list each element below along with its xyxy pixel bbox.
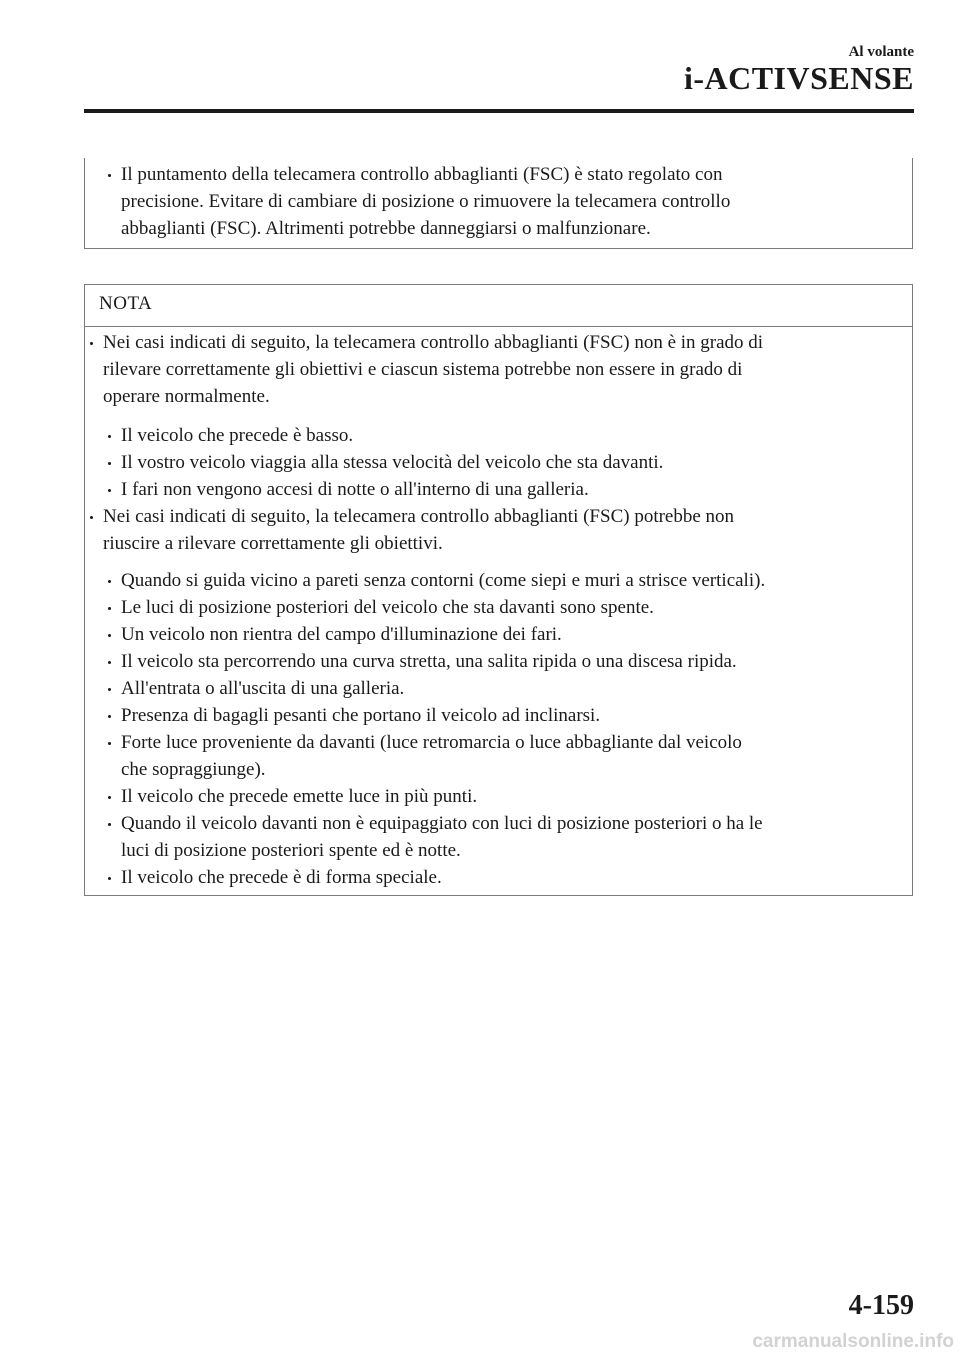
bullet-dot-icon <box>108 877 111 880</box>
caution-box <box>84 158 913 249</box>
nota-sub-line: Il veicolo che precede emette luce in più punti. <box>121 786 478 807</box>
nota-sub-bullet <box>121 675 404 702</box>
section-label: Al volante <box>848 44 914 60</box>
nota-sub-bullet <box>121 864 442 891</box>
header-divider <box>84 109 914 113</box>
bullet-dot-icon <box>108 489 111 492</box>
nota-sub-line: Il veicolo che precede è basso. <box>121 425 354 446</box>
nota-sub-line: All'entrata o all'uscita di una galleria. <box>121 678 405 699</box>
nota-title: NOTA <box>99 293 153 314</box>
nota-sub-line: Le luci di posizione posteriori del veicolo che sta davanti sono spente. <box>121 597 654 618</box>
bullet-dot-icon <box>108 742 111 745</box>
caution-continuation <box>121 215 651 242</box>
bullet-dot-icon <box>108 715 111 718</box>
nota-sub-bullet <box>121 476 589 503</box>
caution-line: abbaglianti (FSC). Altrimenti potrebbe danneggiarsi o malfunzionare. <box>121 218 651 239</box>
nota-sub-line: I fari non vengono accesi di notte o all'interno di una galleria. <box>121 479 589 500</box>
nota-sub-bullet <box>121 449 663 476</box>
nota-sub-continuation <box>121 756 266 783</box>
bullet-dot-icon <box>108 435 111 438</box>
nota-sub-line: luci di posizione posteriori spente ed è notte. <box>121 840 461 861</box>
nota-line: Nei casi indicati di seguito, la telecamera controllo abbaglianti (FSC) potrebbe non <box>103 506 735 527</box>
page-title: i-ACTIVSENSE <box>683 60 914 96</box>
nota-bullet <box>103 329 763 356</box>
nota-sub-bullet <box>121 621 562 648</box>
nota-sub-continuation <box>121 837 461 864</box>
nota-sub-bullet <box>121 422 353 449</box>
nota-sub-line: Il veicolo che precede è di forma speciale. <box>121 867 442 888</box>
nota-continuation <box>103 356 742 383</box>
caution-bullet <box>121 161 722 188</box>
bullet-dot-icon <box>108 661 111 664</box>
nota-continuation <box>103 530 443 557</box>
nota-line: Nei casi indicati di seguito, la telecamera controllo abbaglianti (FSC) non è in grado di <box>103 332 764 353</box>
nota-sub-line: Un veicolo non rientra del campo d'illuminazione dei fari. <box>121 624 562 645</box>
nota-line: riuscire a rilevare correttamente gli obiettivi. <box>103 533 443 554</box>
bullet-dot-icon <box>108 580 111 583</box>
nota-sub-line: Presenza di bagagli pesanti che portano il veicolo ad inclinarsi. <box>121 705 601 726</box>
bullet-dot-icon <box>108 823 111 826</box>
nota-sub-bullet <box>121 783 477 810</box>
nota-box <box>84 284 913 896</box>
bullet-dot-icon <box>108 796 111 799</box>
nota-sub-bullet <box>121 648 737 675</box>
nota-line: operare normalmente. <box>103 386 270 407</box>
bullet-dot-icon <box>108 607 111 610</box>
watermark: carmanualsonline.info <box>752 1331 954 1352</box>
nota-sub-line: Quando il veicolo davanti non è equipaggiato con luci di posizione posteriori o ha le <box>121 813 763 834</box>
bullet-dot-icon <box>108 174 111 177</box>
nota-sub-bullet <box>121 810 763 837</box>
bullet-dot-icon <box>108 688 111 691</box>
nota-sub-bullet <box>121 729 742 756</box>
nota-sub-line: Forte luce proveniente da davanti (luce retromarcia o luce abbagliante dal veicolo <box>121 732 742 753</box>
nota-sub-line: che sopraggiunge). <box>121 759 266 780</box>
nota-sub-bullet <box>121 702 600 729</box>
caution-line: Il puntamento della telecamera controllo abbaglianti (FSC) è stato regolato con <box>121 164 723 185</box>
nota-sub-line: Il veicolo sta percorrendo una curva stretta, una salita ripida o una discesa ripida. <box>121 651 737 672</box>
caution-line: precisione. Evitare di cambiare di posizione o rimuovere la telecamera controllo <box>121 191 731 212</box>
caution-continuation <box>121 188 730 215</box>
nota-continuation <box>103 383 270 410</box>
bullet-dot-icon <box>108 634 111 637</box>
bullet-dot-icon <box>108 462 111 465</box>
nota-divider <box>85 326 912 327</box>
nota-sub-line: Quando si guida vicino a pareti senza contorni (come siepi e muri a strisce verticali). <box>121 570 766 591</box>
bullet-dot-icon <box>90 516 93 519</box>
nota-sub-line: Il vostro veicolo viaggia alla stessa velocità del veicolo che sta davanti. <box>121 452 664 473</box>
nota-line: rilevare correttamente gli obiettivi e ciascun sistema potrebbe non essere in grado di <box>103 359 743 380</box>
page-number: 4-159 <box>848 1290 914 1321</box>
nota-bullet <box>103 503 734 530</box>
bullet-dot-icon <box>90 342 93 345</box>
nota-sub-bullet <box>121 567 765 594</box>
nota-sub-bullet <box>121 594 654 621</box>
